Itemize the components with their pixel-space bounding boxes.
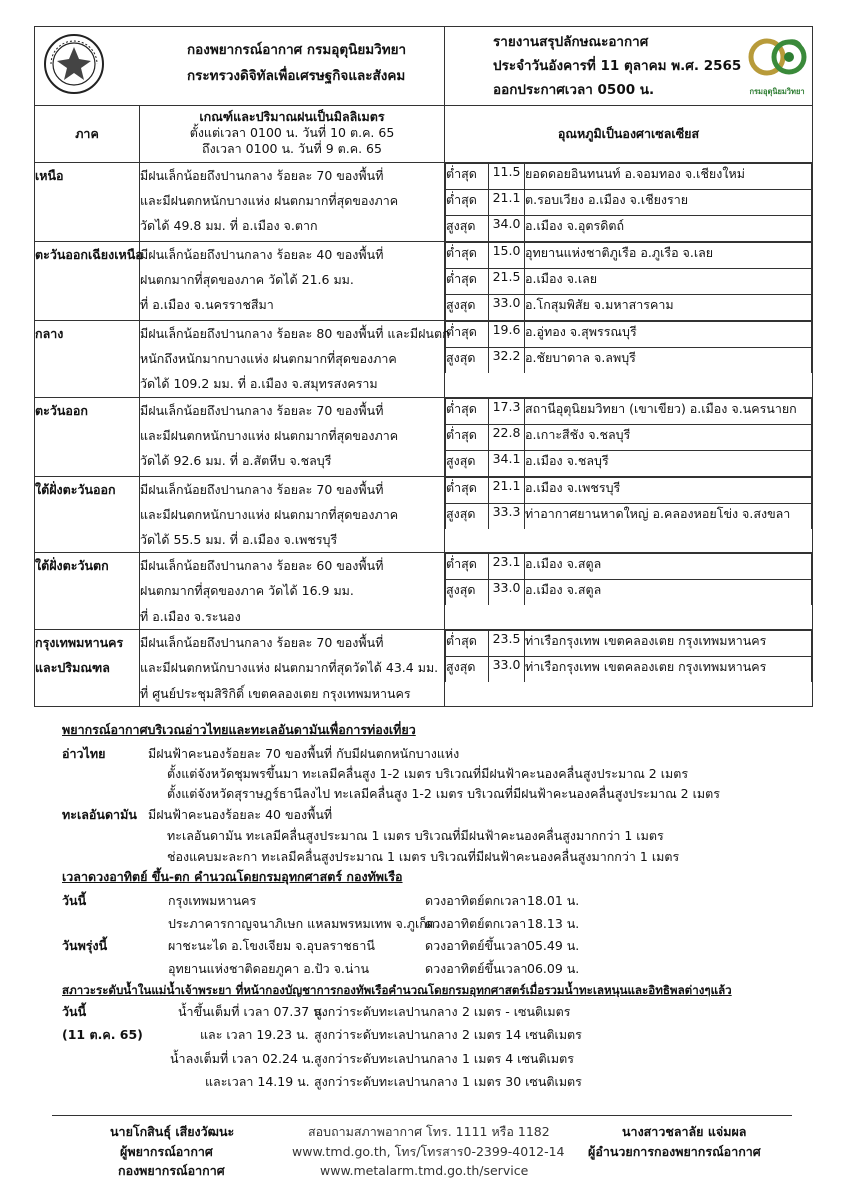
- temp-label: ต่ำสุด: [446, 554, 489, 580]
- temperature-row: [446, 398, 812, 424]
- org-line1: กองพยากรณ์อากาศ กรมอุตุนิยมวิทยา: [187, 42, 407, 58]
- region-row: [35, 321, 813, 398]
- temperature-subtable: [445, 321, 812, 373]
- footer-contact-phone: สอบถามสภาพอากาศ โทร. 1111 หรือ 1182: [308, 1124, 550, 1139]
- rain-line: และมีฝนตกหนักบางแห่ง ฝนตกมากที่สุดวัดได้ 43.4 มม.: [140, 660, 439, 676]
- temp-value: 21.1: [489, 477, 525, 503]
- header-left: [35, 27, 445, 106]
- sun-tomorrow-event-1: ดวงอาทิตย์ขึ้นเวลา: [425, 938, 528, 953]
- temp-place: อ.ชัยบาดาล จ.ลพบุรี: [525, 348, 812, 374]
- rain-description: [140, 630, 445, 707]
- temp-label: ต่ำสุด: [446, 243, 489, 269]
- region-name-line: กลาง: [35, 326, 64, 341]
- temp-value: 15.0: [489, 243, 525, 269]
- tide-day-label: วันนี้: [62, 1004, 87, 1019]
- temp-label: ต่ำสุด: [446, 190, 489, 216]
- sun-tomorrow-time-1: 05.49 น.: [527, 938, 580, 953]
- sun-today-label: วันนี้: [62, 893, 87, 908]
- temperature-cell: [445, 553, 813, 630]
- temp-place: อ.เกาะสีชัง จ.ชลบุรี: [525, 424, 812, 450]
- rain-line: วัดได้ 55.5 มม. ที่ อ.เมือง จ.เพชรบุรี: [140, 532, 338, 548]
- rain-line: มีฝนเล็กน้อยถึงปานกลาง ร้อยละ 80 ของพื้นที่ และมีฝนตก: [140, 326, 450, 341]
- rain-description: [140, 321, 450, 398]
- temperature-subtable: [445, 630, 812, 682]
- sun-today-event-2: ดวงอาทิตย์ตกเวลา: [425, 916, 527, 931]
- col-temp-header: อุณหภูมิเป็นองศาเซลเซียส: [445, 106, 813, 163]
- region-row: [35, 630, 813, 707]
- sun-today-place-1: กรุงเทพมหานคร: [168, 893, 257, 908]
- weather-summary-table: [34, 26, 813, 707]
- footer-left-org: กองพยากรณ์อากาศ: [118, 1163, 225, 1178]
- sun-title: เวลาดวงอาทิตย์ ขึ้น-ตก คำนวณโดยกรมอุทกศาสตร์ กองทัพเรือ: [62, 869, 403, 884]
- gulf-label: อ่าวไทย: [62, 746, 106, 761]
- andaman-line-2: ทะเลอันดามัน ทะเลมีคลื่นสูงประมาณ 1 เมตร บริเวณที่มีฝนฟ้าคะนองคลื่นสูงมากกว่า 1 เมตร: [167, 828, 664, 843]
- region-name: [35, 321, 140, 398]
- temperature-row: [446, 631, 812, 657]
- temp-value: 21.5: [489, 269, 525, 295]
- temperature-row: [446, 503, 812, 529]
- rain-description: [140, 397, 445, 476]
- temp-place: ท่าอากาศยานหาดใหญ่ อ.คลองหอยโข่ง จ.สงขลา: [525, 503, 812, 529]
- temp-place: อ.เมือง จ.สตูล: [525, 580, 812, 606]
- region-row: [35, 476, 813, 553]
- temperature-row: [446, 424, 812, 450]
- temp-place: ท่าเรือกรุงเทพ เขตคลองเตย กรุงเทพมหานคร: [525, 631, 812, 657]
- region-name-line: เหนือ: [35, 168, 64, 183]
- marine-title: พยากรณ์อากาศบริเวณอ่าวไทยและทะเลอันดามันเพื่อการท่องเที่ยว: [62, 722, 416, 737]
- anniversary-logo: [747, 33, 807, 99]
- andaman-line-1: มีฝนฟ้าคะนองร้อยละ 40 ของพื้นที่: [148, 807, 333, 822]
- footer-right-name: นางสาวชลาลัย แจ่มผล: [622, 1124, 747, 1139]
- region-name-line: กรุงเทพมหานคร: [35, 635, 124, 651]
- tmd-seal-logo: [43, 33, 105, 95]
- temperature-row: [446, 164, 812, 190]
- temperature-row: [446, 477, 812, 503]
- col-rain-header: เกณฑ์และปริมาณฝนเป็นมิลลิเมตร ตั้งแต่เวลา 0100 น. วันที่ 10 ต.ค. 65 ถึงเวลา 0100 น. วันที่ 9 ต.ค. 65: [140, 106, 445, 163]
- temp-value: 17.3: [489, 398, 525, 424]
- temp-value: 33.0: [489, 657, 525, 683]
- tide-level-4: 1 เมตร 30 เซนติเมตร: [462, 1074, 582, 1089]
- rain-line: ที่ ศูนย์ประชุมสิริกิติ์ เขตคลองเตย กรุงเทพมหานคร: [140, 685, 411, 701]
- temperature-row: [446, 190, 812, 216]
- sun-today-time-2: 18.13 น.: [527, 916, 580, 931]
- anniversary-logo-text: กรมอุตุนิยมวิทยา: [749, 87, 805, 96]
- rain-line: ที่ อ.เมือง จ.นครราชสีมา: [140, 297, 274, 313]
- rain-description: [140, 242, 445, 321]
- temp-value: 34.0: [489, 216, 525, 242]
- gulf-line-2: ตั้งแต่จังหวัดชุมพรขึ้นมา ทะเลมีคลื่นสูง 1-2 เมตร บริเวณที่มีฝนฟ้าคะนองคลื่นสูงประมาณ 2 เมตร: [167, 766, 689, 781]
- temperature-subtable: [445, 242, 812, 320]
- temp-label: สูงสุด: [446, 295, 489, 321]
- temp-label: สูงสุด: [446, 580, 489, 606]
- rain-line: ฝนตกมากที่สุดของภาค วัดได้ 16.9 มม.: [140, 583, 354, 599]
- rain-description: [140, 163, 445, 242]
- tide-event-1: น้ำขึ้นเต็มที่ เวลา 07.37 น.: [178, 1004, 326, 1019]
- temp-value: 33.0: [489, 580, 525, 606]
- temp-place: อุทยานแห่งชาติภูเรือ อ.ภูเรือ จ.เลย: [525, 243, 812, 269]
- region-row: [35, 397, 813, 476]
- report-date: ประจำวันอังคารที่ 11 ตุลาคม พ.ศ. 2565: [493, 58, 742, 74]
- rain-line: มีฝนเล็กน้อยถึงปานกลาง ร้อยละ 40 ของพื้นที่: [140, 247, 384, 262]
- temperature-row: [446, 348, 812, 374]
- temperature-cell: [445, 397, 813, 476]
- sun-tomorrow-place-1: ผาชะนะได อ.โขงเจียม จ.อุบลราชธานี: [168, 938, 375, 953]
- rain-line: วัดได้ 109.2 มม. ที่ อ.เมือง จ.สมุทรสงคราม: [140, 376, 378, 392]
- temperature-row: [446, 580, 812, 606]
- region-name: [35, 553, 140, 630]
- region-name-line: ตะวันออก: [35, 402, 88, 418]
- report-time: ออกประกาศเวลา 0500 น.: [493, 82, 655, 98]
- rain-line: และมีฝนตกหนักบางแห่ง ฝนตกมากที่สุดของภาค: [140, 506, 399, 522]
- rain-line: มีฝนเล็กน้อยถึงปานกลาง ร้อยละ 70 ของพื้นที่: [140, 402, 384, 418]
- tide-event-4: และเวลา 14.19 น.: [205, 1074, 310, 1089]
- temperature-cell: [445, 163, 813, 242]
- rain-line: และมีฝนตกหนักบางแห่ง ฝนตกมากที่สุดของภาค: [140, 427, 399, 443]
- temp-place: อ.เมือง จ.เพชรบุรี: [525, 477, 812, 503]
- tide-title: สภาวะระดับน้ำในแม่น้ำเจ้าพระยา ที่หน้ากองบัญชาการกองทัพเรือคำนวณโดยกรมอุทกศาสตร์เมื่อรวมน้ำทะเลหนุนและอิทธิพลต่างๆแล้ว: [62, 983, 732, 997]
- temp-label: ต่ำสุด: [446, 631, 489, 657]
- region-name: [35, 163, 140, 242]
- region-row: [35, 553, 813, 630]
- temp-place: อ.เมือง จ.ชลบุรี: [525, 450, 812, 476]
- footer-left-name: นายโกสินธุ์ เสียงวัฒนะ: [110, 1124, 235, 1139]
- temp-place: ต.รอบเวียง อ.เมือง จ.เชียงราย: [525, 190, 812, 216]
- temp-value: 33.3: [489, 503, 525, 529]
- tide-level-3: 1 เมตร 4 เซนติเมตร: [462, 1051, 574, 1066]
- temp-value: 32.2: [489, 348, 525, 374]
- temp-label: ต่ำสุด: [446, 477, 489, 503]
- temp-place: สถานีอุตุนิยมวิทยา (เขาเขียว) อ.เมือง จ.นครนายก: [525, 398, 812, 424]
- sun-tomorrow-time-2: 06.09 น.: [527, 961, 580, 976]
- gulf-line-1: มีฝนฟ้าคะนองร้อยละ 70 ของพื้นที่ กับมีฝนตกหนักบางแห่ง: [148, 746, 460, 761]
- region-row: [35, 242, 813, 321]
- gulf-line-3: ตั้งแต่จังหวัดสุราษฎร์ธานีลงไป ทะเลมีคลื่นสูง 1-2 เมตร บริเวณที่มีฝนฟ้าคะนองคลื่นสูงประมาณ 2 เมตร: [167, 786, 720, 801]
- rain-line: วัดได้ 92.6 มม. ที่ อ.สัตหีบ จ.ชลบุรี: [140, 453, 332, 469]
- rain-line: ฝนตกมากที่สุดของภาค วัดได้ 21.6 มม.: [140, 272, 354, 288]
- region-row: [35, 163, 813, 242]
- sun-today-time-1: 18.01 น.: [527, 893, 580, 908]
- sun-tomorrow-place-2: อุทยานแห่งชาติดอยภูคา อ.ปัว จ.น่าน: [168, 961, 370, 976]
- region-name-line: ใต้ฝั่งตะวันออก: [35, 481, 116, 497]
- rain-line: และมีฝนตกหนักบางแห่ง ฝนตกมากที่สุดของภาค: [140, 193, 399, 209]
- tide-ref-2: สูงกว่าระดับทะเลปานกลาง: [314, 1027, 458, 1042]
- tide-ref-1: สูงกว่าระดับทะเลปานกลาง: [314, 1004, 458, 1019]
- temp-place: ยอดดอยอินทนนท์ อ.จอมทอง จ.เชียงใหม่: [525, 164, 812, 190]
- temperature-cell: [445, 630, 813, 707]
- temp-label: ต่ำสุด: [446, 164, 489, 190]
- region-name: [35, 242, 143, 321]
- tide-ref-3: สูงกว่าระดับทะเลปานกลาง: [314, 1051, 458, 1066]
- rain-line: มีฝนเล็กน้อยถึงปานกลาง ร้อยละ 70 ของพื้นที่: [140, 481, 384, 497]
- temp-label: ต่ำสุด: [446, 424, 489, 450]
- temp-label: ต่ำสุด: [446, 269, 489, 295]
- org-line2: กระทรวงดิจิทัลเพื่อเศรษฐกิจและสังคม: [187, 68, 406, 84]
- sun-today-event-1: ดวงอาทิตย์ตกเวลา: [425, 893, 527, 908]
- temp-place: อ.เมือง จ.สตูล: [525, 554, 812, 580]
- temp-label: สูงสุด: [446, 657, 489, 683]
- temp-value: 23.5: [489, 631, 525, 657]
- region-name: [35, 476, 140, 553]
- rain-line: หนักถึงหนักมากบางแห่ง ฝนตกมากที่สุดของภาค: [140, 351, 397, 367]
- footer-left-title: ผู้พยากรณ์อากาศ: [120, 1144, 213, 1159]
- rain-line: ที่ อ.เมือง จ.ระนอง: [140, 608, 241, 624]
- sun-tomorrow-event-2: ดวงอาทิตย์ขึ้นเวลา: [425, 961, 528, 976]
- tide-event-3: น้ำลงเต็มที่ เวลา 02.24 น.: [170, 1051, 315, 1066]
- region-name: [35, 397, 140, 476]
- andaman-line-3: ช่องแคบมะละกา ทะเลมีคลื่นสูงประมาณ 1 เมตร บริเวณที่มีฝนฟ้าคะนองคลื่นสูงมากกว่า 1 เมตร: [167, 849, 680, 864]
- temp-value: 21.1: [489, 190, 525, 216]
- region-name-line: และปริมณฑล: [35, 660, 110, 676]
- header-right: [445, 27, 813, 106]
- region-name-line: ใต้ฝั่งตะวันตก: [35, 558, 109, 574]
- temp-place: อ.เมือง จ.เลย: [525, 269, 812, 295]
- temp-label: สูงสุด: [446, 450, 489, 476]
- rain-line: มีฝนเล็กน้อยถึงปานกลาง ร้อยละ 70 ของพื้นที่: [140, 168, 384, 183]
- footer-contact-service[interactable]: www.metalarm.tmd.go.th/service: [320, 1163, 529, 1178]
- temperature-row: [446, 269, 812, 295]
- temperature-row: [446, 554, 812, 580]
- col-region-header: ภาค: [35, 106, 140, 163]
- report-title: รายงานสรุปลักษณะอากาศ: [493, 34, 649, 50]
- tide-date-label: (11 ต.ค. 65): [62, 1027, 143, 1042]
- temp-value: 23.1: [489, 554, 525, 580]
- rain-line: วัดได้ 49.8 มม. ที่ อ.เมือง จ.ตาก: [140, 218, 318, 234]
- temp-value: 19.6: [489, 322, 525, 348]
- temp-place: อ.โกสุมพิสัย จ.มหาสารคาม: [525, 295, 812, 321]
- temperature-subtable: [445, 163, 812, 241]
- temp-place: ท่าเรือกรุงเทพ เขตคลองเตย กรุงเทพมหานคร: [525, 657, 812, 683]
- temp-place: อ.เมือง จ.อุตรดิตถ์: [525, 216, 812, 242]
- temperature-row: [446, 216, 812, 242]
- sun-today-place-2: ประภาคารกาญจนาภิเษก แหลมพรหมเทพ จ.ภูเก็ต: [168, 916, 435, 931]
- footer-contact-web[interactable]: www.tmd.go.th, โทร/โทรสาร0-2399-4012-14: [292, 1144, 565, 1159]
- temp-label: ต่ำสุด: [446, 398, 489, 424]
- temperature-cell: [445, 321, 813, 398]
- temperature-row: [446, 295, 812, 321]
- temperature-cell: [445, 476, 813, 553]
- temperature-subtable: [445, 553, 812, 605]
- footer-divider: [52, 1115, 792, 1116]
- temp-label: สูงสุด: [446, 216, 489, 242]
- tide-event-2: และ เวลา 19.23 น.: [200, 1027, 309, 1042]
- rain-description: [140, 476, 445, 553]
- temperature-row: [446, 450, 812, 476]
- tide-level-2: 2 เมตร 14 เซนติเมตร: [462, 1027, 582, 1042]
- temperature-row: [446, 243, 812, 269]
- region-name: [35, 630, 140, 707]
- temperature-subtable: [445, 477, 812, 529]
- temp-place: อ.อู่ทอง จ.สุพรรณบุรี: [525, 322, 812, 348]
- temp-value: 11.5: [489, 164, 525, 190]
- temp-value: 33.0: [489, 295, 525, 321]
- rain-line: มีฝนเล็กน้อยถึงปานกลาง ร้อยละ 60 ของพื้นที่: [140, 558, 384, 574]
- temperature-row: [446, 322, 812, 348]
- andaman-label: ทะเลอันดามัน: [62, 807, 137, 822]
- temp-label: สูงสุด: [446, 503, 489, 529]
- rain-description: [140, 553, 445, 630]
- temperature-cell: [445, 242, 813, 321]
- sun-tomorrow-label: วันพรุ่งนี้: [62, 938, 108, 953]
- tide-ref-4: สูงกว่าระดับทะเลปานกลาง: [314, 1074, 458, 1089]
- tide-level-1: 2 เมตร - เซนติเมตร: [462, 1004, 571, 1019]
- temperature-row: [446, 657, 812, 683]
- rain-line: มีฝนเล็กน้อยถึงปานกลาง ร้อยละ 70 ของพื้นที่: [140, 635, 384, 651]
- temp-label: ต่ำสุด: [446, 322, 489, 348]
- temp-value: 34.1: [489, 450, 525, 476]
- temp-label: สูงสุด: [446, 348, 489, 374]
- region-name-line: ตะวันออกเฉียงเหนือ: [35, 247, 143, 262]
- temperature-subtable: [445, 398, 812, 476]
- footer-right-title: ผู้อำนวยการกองพยากรณ์อากาศ: [588, 1144, 761, 1159]
- temp-value: 22.8: [489, 424, 525, 450]
